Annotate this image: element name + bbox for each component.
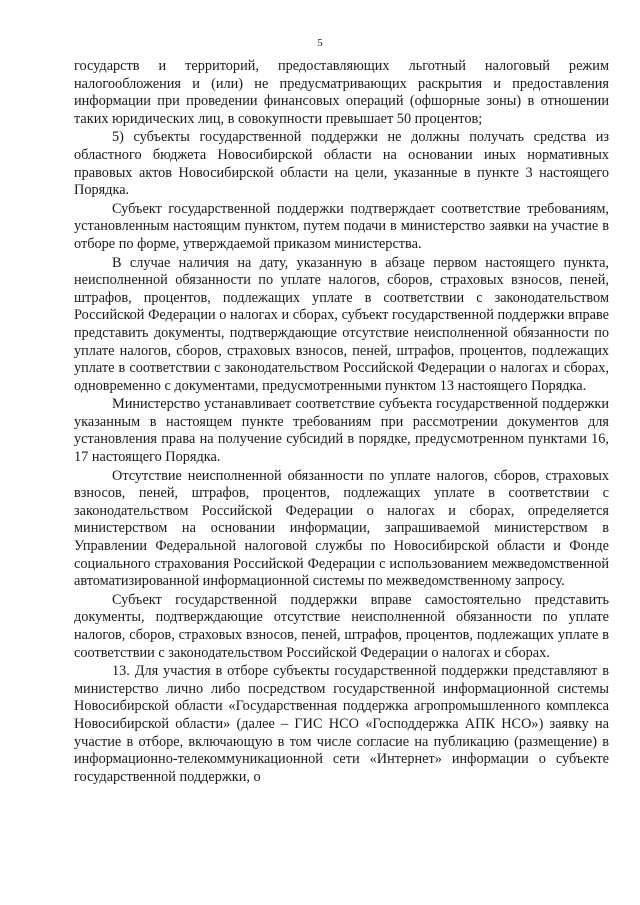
paragraph-ministry-check: Министерство устанавливает соответствие субъекта государственной поддержки указанным в настоящем пункте требованиям при рассмотрении документов для установления права на получение субсидий в порядке, предусмотренном пунктами 16, 17 настоящего Порядка. — [74, 396, 609, 466]
paragraph-offshore-continuation: государств и территорий, предоставляющих льготный налоговый режим налогообложения и (или) не предусматривающих раскрытия и предоставления информации при проведении финансовых операций (офшорные зоны) в отношении таких юридических лиц, в совокупности превышает 50 процентов; — [74, 58, 609, 127]
document-body — [74, 58, 609, 786]
page-number: 5 — [317, 37, 323, 49]
paragraph-tax-debt: В случае наличия на дату, указанную в абзаце первом настоящего пункта, неисполненной обязанности по уплате налогов, сборов, страховых взносов, пеней, штрафов, процентов, подлежащих уплате в соответствии с законодательством Российской Федерации о налогах и сборах, субъект государственной поддержки вправе представить документы, подтверждающие отсутствие неисполненной обязанности по уплате налогов, сборов, страховых взносов, пеней, штрафов, процентов, подлежащих уплате в соответствии с законодательством Российской Федерации о налогах и сборах, одновременно с документами, предусмотренными пунктом 13 настоящего Порядка. — [74, 254, 609, 394]
paragraph-self-submission: Субъект государственной поддержки вправе самостоятельно представить документы, подтверждающие отсутствие неисполненной обязанности по уплате налогов, сборов, страховых взносов, пеней, штрафов, процентов, подлежащих уплате в соответствии с законодательством Российской Федерации о налогах и сборах. — [74, 591, 609, 661]
paragraph-item-5: 5) субъекты государственной поддержки не должны получать средства из областного бюджета Новосибирской области на основании иных нормативных правовых актов Новосибирской области на цели, указанные в пункте 3 настоящего Порядка. — [74, 129, 609, 199]
paragraph-confirmation: Субъект государственной поддержки подтверждает соответствие требованиям, установленным настоящим пунктом, путем подачи в министерство заявки на участие в отборе по форме, утверждаемой приказом министерства. — [74, 200, 609, 252]
paragraph-absence-of-debt: Отсутствие неисполненной обязанности по уплате налогов, сборов, страховых взносов, пеней, штрафов, процентов, подлежащих уплате в соответствии с законодательством Российской Федерации о налогах и сборах, определяется министерством на основании информации, запрашиваемой министерством в Управлении Федеральной налоговой службы по Новосибирской области и Фонде социального страхования Российской Федерации с использованием межведомственной автоматизированной информационной системы по межведомственному запросу. — [74, 467, 609, 590]
paragraph-item-13: 13. Для участия в отборе субъекты государственной поддержки представляют в министерство лично либо посредством государственной информационной системы Новосибирской области «Государственная поддержка агропромышленного комплекса Новосибирской области» (далее – ГИС НСО «Господдержка АПК НСО») заявку на участие в отборе, включающую в том числе согласие на публикацию (размещение) в информационно-телекоммуникационной сети «Интернет» информации о субъекте государственной поддержки, о — [74, 663, 609, 785]
